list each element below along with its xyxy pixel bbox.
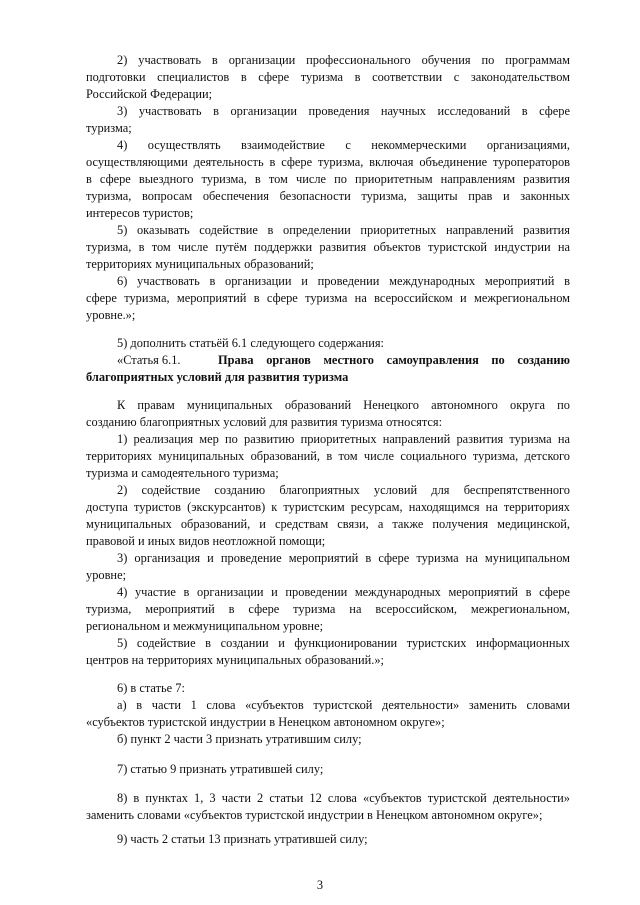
text-line: 7) статью 9 признать утратившей силу;: [117, 762, 324, 776]
text-line: 3) участвовать в организации проведения научных исследований в сфере: [117, 104, 570, 118]
text-line: территориях муниципальных образований, в том числе социального туризма, детского: [86, 449, 570, 463]
text-line: подготовки специалистов в сфере туризма в соответствии с законодательством: [86, 70, 570, 84]
text-line: муниципальных образований, и средствам связи, а также получения медицинской,: [86, 517, 570, 531]
text-line: 5) содействие в создании и функционировании туристских информационных: [117, 636, 570, 650]
article-title-part2: благоприятных условий для развития туризма: [86, 370, 349, 384]
text-line: 2) участвовать в организации профессионального обучения по программам: [117, 53, 570, 67]
text-line: региональном и межмуниципальном уровне;: [86, 619, 324, 633]
article-title-part1: Права органов местного самоуправления по созданию: [218, 353, 570, 367]
text-line: 3) организация и проведение мероприятий в сфере туризма на муниципальном: [117, 551, 570, 565]
text-line: 9) часть 2 статьи 13 признать утратившей силу;: [117, 832, 368, 846]
page-number: 3: [316, 878, 324, 892]
text-line: туризма, в том числе путём поддержки развития объектов туристской индустрии на: [86, 240, 570, 254]
text-line: туризма, вопросам обеспечения безопасности туризма, защиты прав и законных: [86, 189, 570, 203]
text-line: 6) в статье 7:: [117, 681, 185, 695]
text-line: центров на территориях муниципальных образований.»;: [86, 653, 385, 667]
text-line: 5) дополнить статьёй 6.1 следующего содержания:: [117, 336, 384, 350]
text-line: уровне.»;: [86, 308, 136, 322]
text-line: сфере туризма, мероприятий в сфере туризма на всероссийском и межрегиональном: [86, 291, 570, 305]
text-line: территориях муниципальных образований;: [86, 257, 314, 271]
text-line: туризма, мероприятий в сфере туризма на всероссийском, межрегиональном,: [86, 602, 570, 616]
text-line: Российской Федерации;: [86, 87, 213, 101]
text-line: 4) осуществлять взаимодействие с некоммерческими организациями,: [117, 138, 570, 152]
text-line: правовой и иных видов неотложной помощи;: [86, 534, 326, 548]
text-line: интересов туристов;: [86, 206, 194, 220]
text-line: заменить словами «субъектов туристской индустрии в Ненецком автономном округе»;: [86, 808, 543, 822]
text-line: туризма и самодеятельного туризма;: [86, 466, 279, 480]
text-line: осуществляющими деятельность в сфере туризма, включая объединение туроператоров: [86, 155, 570, 169]
text-line: 6) участвовать в организации и проведении международных мероприятий в: [117, 274, 570, 288]
text-line: туризма;: [86, 121, 132, 135]
text-line: в сфере выездного туризма, в том числе по приоритетным направлениям развития: [86, 172, 570, 186]
text-line: б) пункт 2 части 3 признать утратившим силу;: [117, 732, 362, 746]
text-line: 8) в пунктах 1, 3 части 2 статьи 12 слова «субъектов туристской деятельности»: [117, 791, 570, 805]
text-line: 2) содействие созданию благоприятных условий для беспрепятственного: [117, 483, 570, 497]
article-number: «Статья 6.1.: [117, 353, 181, 367]
text-line: «субъектов туристской индустрии в Ненецком автономном округе»;: [86, 715, 445, 729]
text-line: 1) реализация мер по развитию приоритетных направлений развития туризма на: [117, 432, 570, 446]
text-line: 5) оказывать содействие в определении приоритетных направлений развития: [117, 223, 570, 237]
text-line: 4) участие в организации и проведении международных мероприятий в сфере: [117, 585, 570, 599]
text-line: а) в части 1 слова «субъектов туристской деятельности» заменить словами: [117, 698, 570, 712]
text-line: созданию благоприятных условий для развития туризма относятся:: [86, 415, 443, 429]
text-line: уровне;: [86, 568, 127, 582]
text-line: К правам муниципальных образований Ненецкого автономного округа по: [117, 398, 570, 412]
text-line: доступа туристов (экскурсантов) к туристским ресурсам, находящимся на территориях: [86, 500, 570, 514]
